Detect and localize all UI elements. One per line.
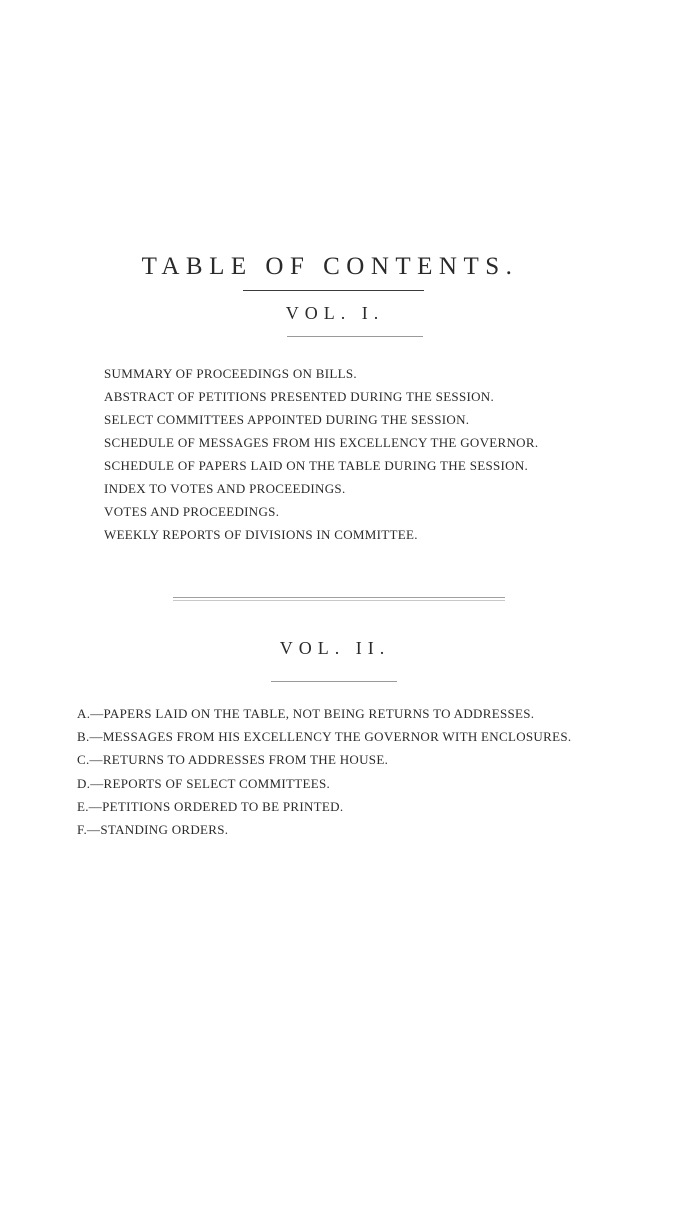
volume-1-entry: VOTES AND PROCEEDINGS. (104, 504, 280, 519)
volume-1-entry: SELECT COMMITTEES APPOINTED DURING THE SESSION. (104, 412, 470, 427)
volume-2-heading: VOL. II. (279, 638, 391, 658)
volume-1-entry: INDEX TO VOTES AND PROCEEDINGS. (104, 481, 346, 496)
volume-2-contents-list (77, 702, 571, 841)
title-rule (243, 290, 424, 291)
volume-2-entry: B.—MESSAGES FROM HIS EXCELLENCY THE GOVERNOR WITH ENCLOSURES. (77, 729, 572, 745)
volume-1-entry: SCHEDULE OF MESSAGES FROM HIS EXCELLENCY THE GOVERNOR. (104, 435, 539, 450)
volume-2-entry: C.—RETURNS TO ADDRESSES FROM THE HOUSE. (77, 752, 389, 768)
volume-1-heading: VOL. I. (285, 303, 385, 323)
volume-separator-rule (173, 597, 505, 601)
volume-1-entry: SCHEDULE OF PAPERS LAID ON THE TABLE DURING THE SESSION. (104, 458, 529, 473)
volume-2-heading-rule (271, 681, 397, 682)
volume-1-entry: WEEKLY REPORTS OF DIVISIONS IN COMMITTEE. (104, 527, 418, 542)
volume-2-entry: E.—PETITIONS ORDERED TO BE PRINTED. (77, 798, 344, 814)
volume-2-entry: D.—REPORTS OF SELECT COMMITTEES. (77, 775, 331, 791)
volume-1-entry: SUMMARY OF PROCEEDINGS ON BILLS. (104, 366, 357, 381)
volume-1-contents-list (104, 362, 538, 546)
volume-1-heading-rule (287, 336, 423, 337)
page-title: TABLE OF CONTENTS. (141, 252, 519, 280)
volume-1-entry: ABSTRACT OF PETITIONS PRESENTED DURING THE SESSION. (104, 389, 495, 404)
volume-2-entry: A.—PAPERS LAID ON THE TABLE, NOT BEING RETURNS TO ADDRESSES. (77, 706, 535, 721)
volume-2-entry: F.—STANDING ORDERS. (77, 821, 229, 837)
